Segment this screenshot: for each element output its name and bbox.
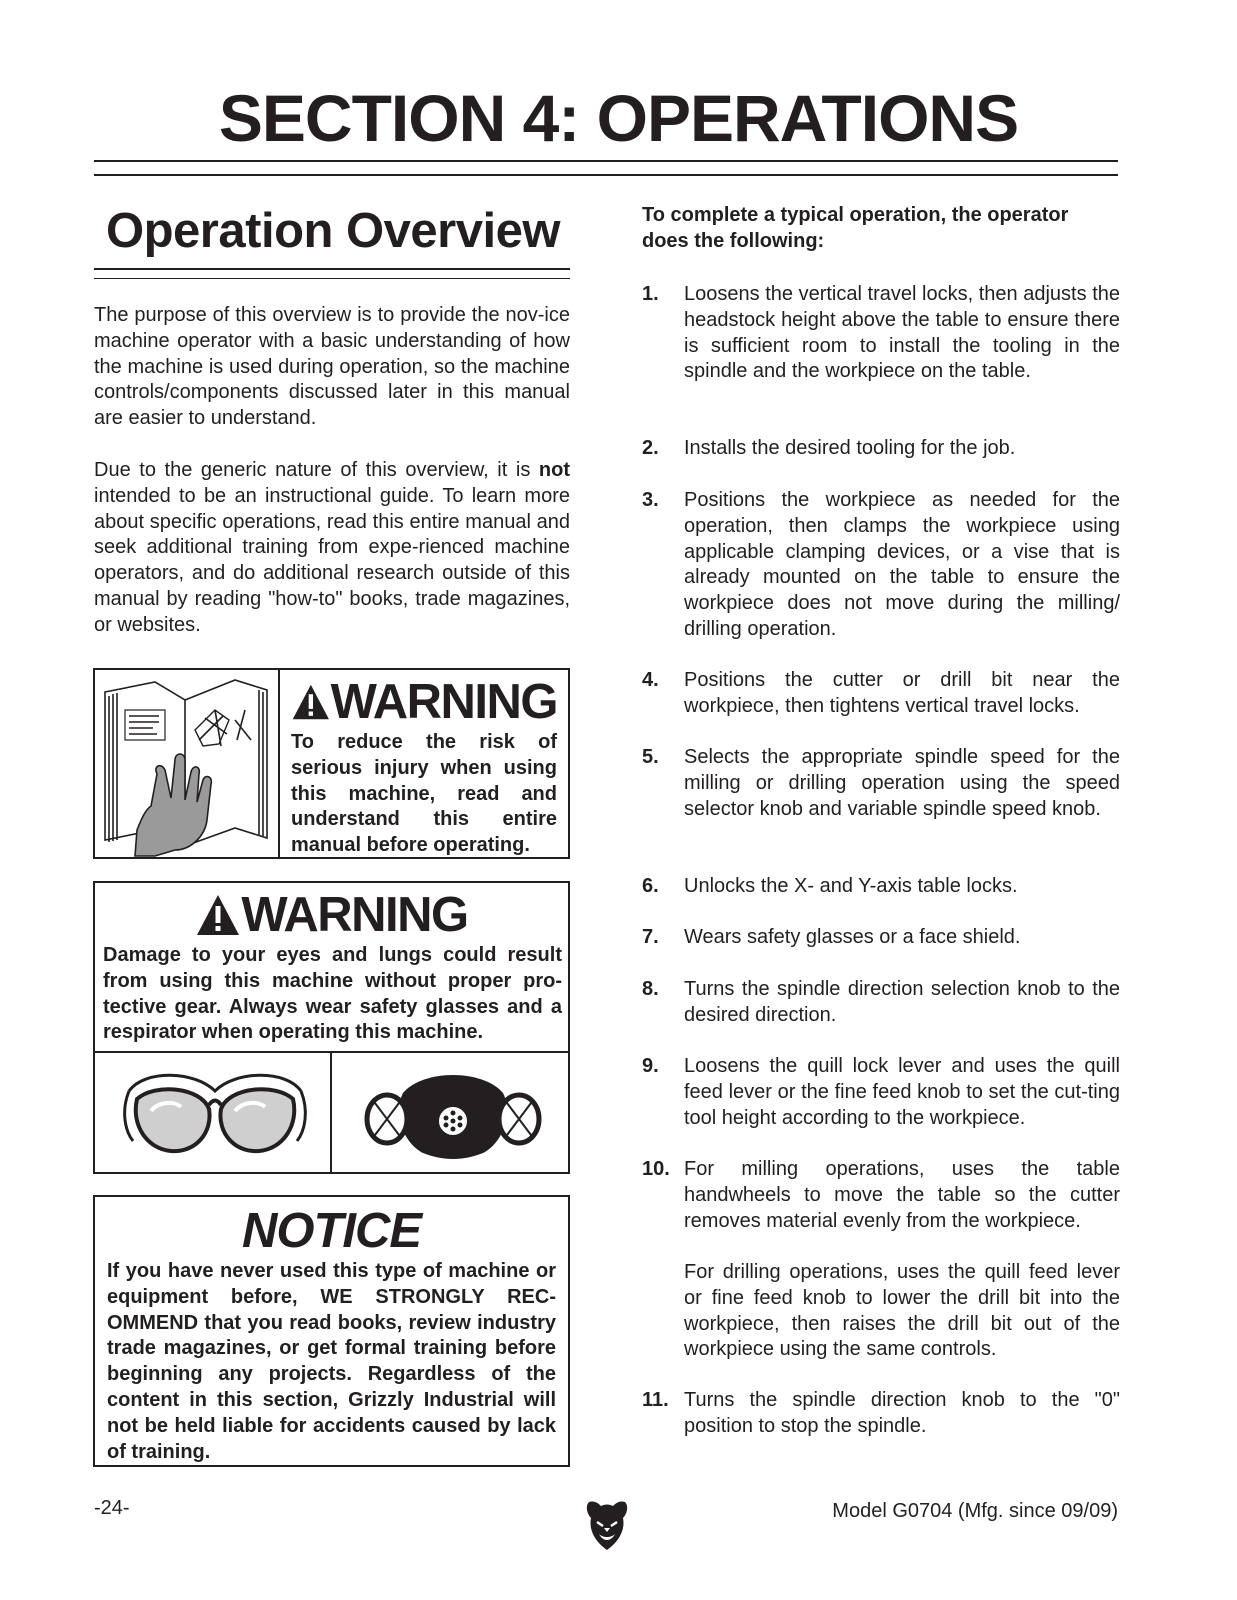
step-2: 2. Installs the desired tooling for the job. [642, 437, 1016, 459]
step-10: 10. For milling operations, uses the table handwheels to move the table so the cutter removes material evenly from the workpiece. [642, 1158, 1120, 1232]
step-9: 9. Loosens the quill lock lever and uses the quill feed lever or the fine feed knob to set the cut-ting tool height according to the workpiece. [642, 1055, 1120, 1129]
section-title: SECTION 4: OPERATIONS [218, 81, 1019, 155]
respirator-icon [363, 1063, 543, 1163]
step-10-continued: For drilling operations, uses the quill feed lever or fine feed knob to lower the drill bit into the workpiece, then raises the drill bit out of the workpiece using the same controls. [684, 1261, 1120, 1361]
safety-glasses-icon [115, 1061, 315, 1166]
warning-triangle-icon [195, 893, 241, 937]
warning-1-body: To reduce the risk of serious injury when using this machine, read and understand this entire manual before operating. [291, 731, 557, 857]
warning-gear-box [93, 881, 570, 1174]
title-rule-bottom [94, 174, 1118, 176]
notice-heading: NOTICE [241, 1204, 422, 1258]
grizzly-bear-logo-icon [583, 1496, 631, 1552]
step-11: 11. Turns the spindle direction knob to the "0" position to stop the spindle. [642, 1389, 1120, 1437]
step-8: 8. Turns the spindle direction selection knob to the desired direction. [642, 978, 1120, 1026]
step-5: 5. Selects the appropriate spindle speed for the milling or drilling operation using the speed selector knob and variable spindle speed knob. [642, 746, 1120, 820]
title-rule-top [94, 160, 1118, 162]
book-hand-icon [95, 670, 278, 857]
heading-rule-top [94, 268, 570, 270]
steps-intro: To complete a typical operation, the operator does the following: [642, 204, 1069, 252]
warning-triangle-icon [291, 680, 331, 724]
model-info: Model G0704 (Mfg. since 09/09) [832, 1500, 1118, 1522]
step-7: 7. Wears safety glasses or a face shield. [642, 926, 1021, 948]
warning-1-heading: WARNING [291, 674, 557, 730]
step-3: 3. Positions the workpiece as needed for the operation, then clamps the workpiece using applicable clamping devices, or a vise that is already mounted on the table to ensure the workpiece does not move during the milling/ drilling operation. [642, 489, 1120, 640]
operation-overview-heading: Operation Overview [106, 204, 560, 258]
warning-manual-box [93, 668, 570, 859]
intro-paragraph-2: Due to the generic nature of this overview, it is not intended to be an instructional guide. To learn more about specific operations, read this entire manual and seek additional training from expe-rienced machine operators, and do additional research outside of this manual by reading "how-to" books, trade magazines, or websites. [94, 459, 570, 636]
manual-illustration [95, 670, 280, 857]
warning-2-body: Damage to your eyes and lungs could result from using this machine without proper pro-tective gear. Always wear safety glasses and a respirator when operating this machine. [103, 944, 562, 1044]
step-1: 1. Loosens the vertical travel locks, then adjusts the headstock height above the table to ensure there is sufficient room to install the tooling in the spindle and the workpiece on the table. [642, 283, 1120, 383]
page-number: -24- [94, 1497, 130, 1519]
step-4: 4. Positions the cutter or drill bit near the workpiece, then tightens vertical travel locks. [642, 669, 1120, 717]
warning-2-heading: WARNING [95, 887, 568, 943]
step-6: 6. Unlocks the X- and Y-axis table locks. [642, 875, 1018, 897]
intro-paragraph-1: The purpose of this overview is to provide the nov-ice machine operator with a basic understanding of how the machine is used during operation, so the machine controls/components discussed later in this manual are easier to understand. [94, 304, 570, 430]
notice-box [93, 1195, 570, 1467]
notice-body: If you have never used this type of machine or equipment before, WE STRONGLY REC-OMMEND that you read books, review industry trade magazines, or get formal training before beginning any projects. Regardless of the content in this section, Grizzly Industrial will not be held liable for accidents caused by lack of training. [107, 1260, 556, 1463]
heading-rule-bottom [94, 278, 570, 279]
